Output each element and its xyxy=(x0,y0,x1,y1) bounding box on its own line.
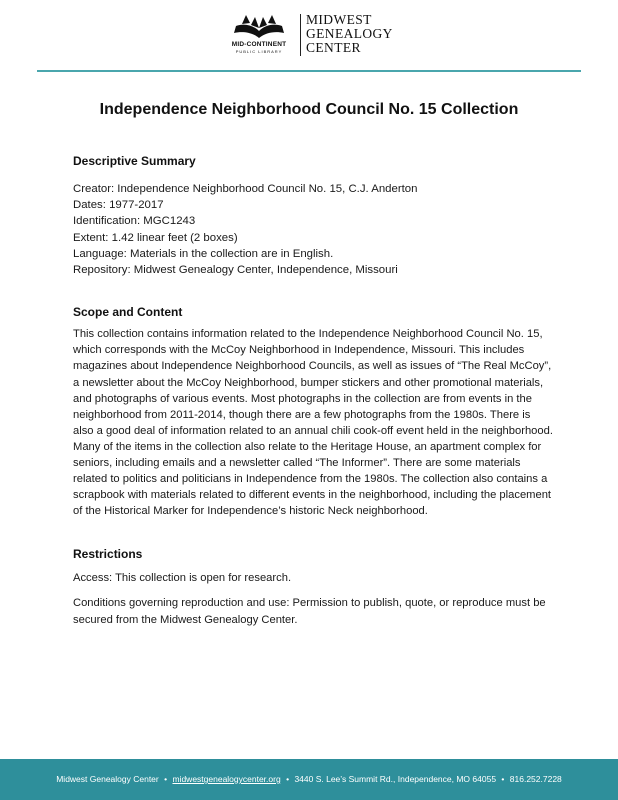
summary-line: Extent: 1.42 linear feet (2 boxes) xyxy=(73,231,238,244)
wordmark-line: MIDWEST xyxy=(306,12,372,27)
header-rule xyxy=(37,70,581,72)
scope-paragraph: This collection contains information related to the Independence Neighborhood Council No. 15, which corresponds with the McCoy Neighborhood in Independence, Missouri. This includes magazines about Independence Neighborhood Councils, as well as issues of “The Real McCoy”, a newsletter about the McCoy Neighborhood, bumper stickers and other promotional materials, and photographs of various events. Most photographs in the collection are from events in the neighborhood from 2011-2014, though there are a few photographs from the 1980s. There is also a good deal of information related to an annual chili cook-off event held in the neighborhood. Many of the items in the collection also relate to the Heritage House, an apartment complex for seniors, including emails and a newsletter called “The Informer”. There are some materials related to politics and politicians in Independence from the 1980s. The collection also contains a scrapbook with materials related to different events in the neighborhood, including the placement of the Historical Marker for Independence’s historic Neck neighborhood. xyxy=(73,328,553,518)
footer-separator: • xyxy=(286,774,290,784)
footer-website-link[interactable]: midwestgenealogycenter.org xyxy=(172,774,281,784)
summary-line: Repository: Midwest Genealogy Center, Independence, Missouri xyxy=(73,264,398,277)
summary-line: Dates: 1977-2017 xyxy=(73,199,164,212)
footer-phone: 816.252.7228 xyxy=(509,774,562,784)
reproduction-conditions: Conditions governing reproduction and use: Permission to publish, quote, or reproduce must be secured from the Midwest Genealogy Center. xyxy=(73,597,546,626)
wordmark-line: CENTER xyxy=(306,40,361,55)
wordmark-line: GENEALOGY xyxy=(306,26,393,41)
section-heading: Scope and Content xyxy=(73,305,183,320)
footer-org: Midwest Genealogy Center xyxy=(56,774,159,784)
library-subtitle: PUBLIC LIBRARY xyxy=(235,49,283,54)
access-statement: Access: This collection is open for research. xyxy=(73,572,292,585)
section-heading: Restrictions xyxy=(73,547,143,562)
footer-separator: • xyxy=(164,774,168,784)
summary-line: Creator: Independence Neighborhood Council No. 15, C.J. Anderton xyxy=(73,183,418,195)
open-book-icon xyxy=(232,14,286,40)
footer-address: 3440 S. Lee’s Summit Rd., Independence, MO 64055 xyxy=(294,774,497,784)
document-body xyxy=(73,154,553,628)
page-header xyxy=(0,0,618,72)
section-heading: Descriptive Summary xyxy=(73,154,196,168)
footer-separator: • xyxy=(501,774,505,784)
logo-divider xyxy=(300,14,301,56)
restrictions-section xyxy=(73,547,553,627)
library-name: MID-CONTINENT xyxy=(231,41,287,48)
document-title: Independence Neighborhood Council No. 15 Collection xyxy=(99,101,519,118)
descriptive-summary-section xyxy=(73,154,553,278)
summary-line: Identification: MGC1243 xyxy=(73,215,196,228)
center-wordmark xyxy=(306,13,393,55)
page-footer xyxy=(0,759,618,800)
scope-and-content-section xyxy=(73,305,553,519)
library-logo xyxy=(222,14,296,56)
summary-line: Language: Materials in the collection are in English. xyxy=(73,247,334,260)
